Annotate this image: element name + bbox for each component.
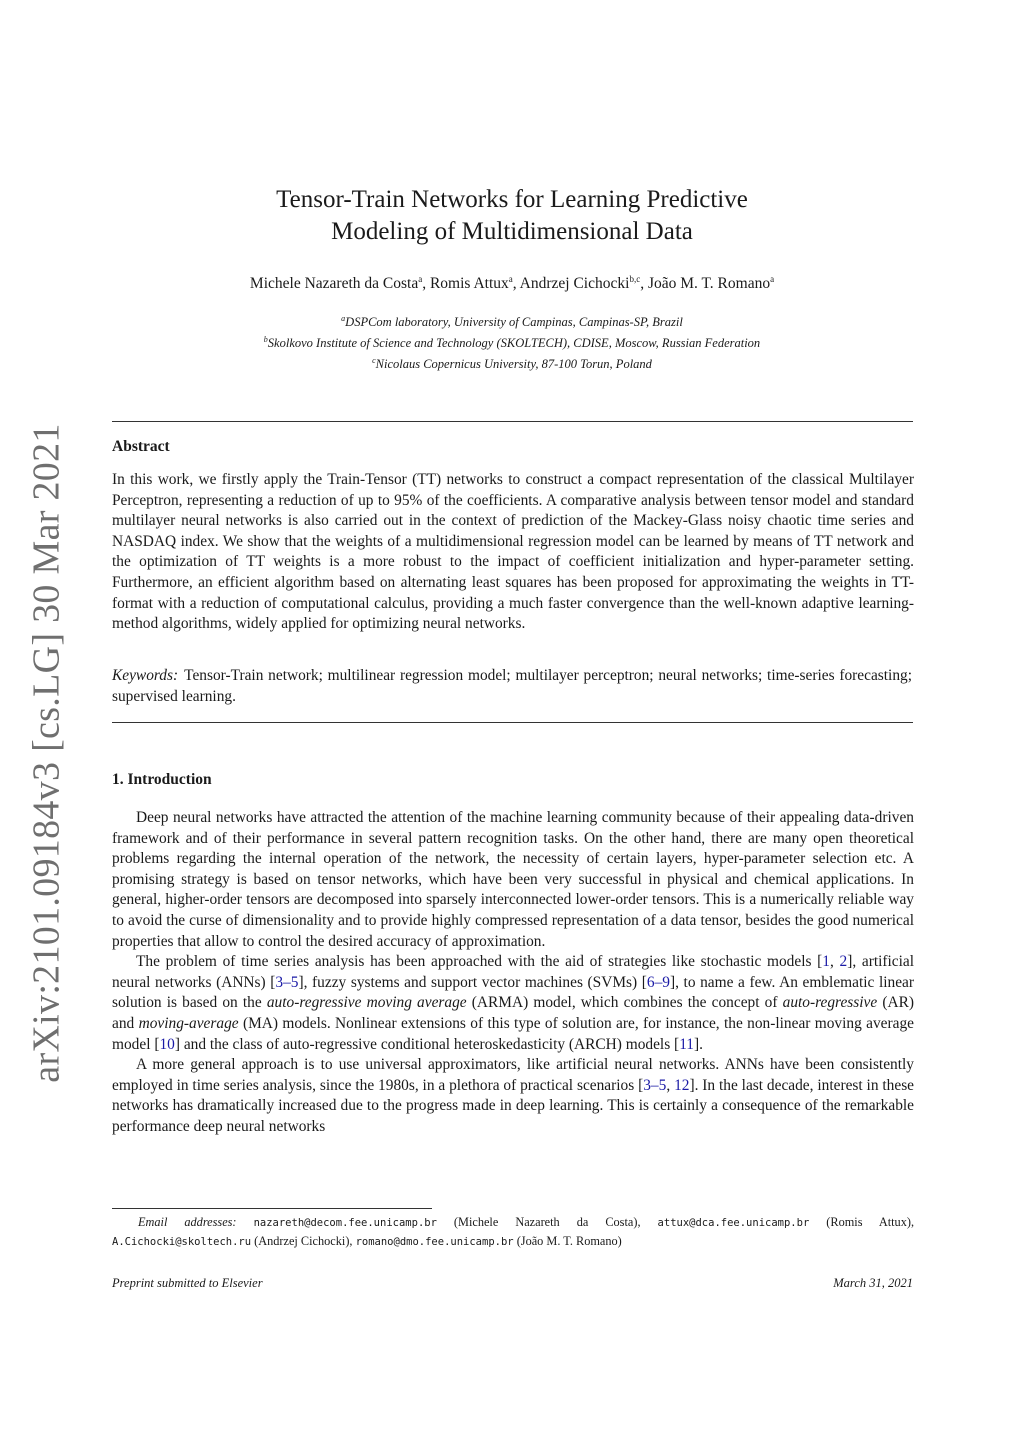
author-affil-mark: a (508, 274, 513, 284)
keywords (112, 666, 912, 707)
citation-link[interactable]: 12 (674, 1076, 690, 1094)
author-name: João M. T. Romano (647, 275, 771, 293)
affiliation-text: Skolkovo Institute of Science and Technology (SKOLTECH), CDISE, Moscow, Russian Federation (267, 336, 761, 351)
title-line-2: Modeling of Multidimensional Data (331, 218, 693, 245)
affiliation-mark: b (263, 335, 268, 345)
affiliations (112, 310, 912, 373)
author-list: Michele Nazareth da Costa$^a$, Romis Attux$^a$, Andrzej Cichocki$^{b,c}$, João M. T. Romano$^a$ (249, 274, 775, 293)
citation-link[interactable]: 11 (679, 1035, 695, 1053)
author-name: Andrzej Cichocki (519, 275, 630, 293)
paragraph: The problem of time series analysis has been approached with the aid of strategies like stochastic models [1, 2], artificial neural networks (ANNs) [3–5], fuzzy systems and support vector machines (SVMs) [6–9], to name a few. An emblematic linear solution is based on the auto-regressive moving average (ARMA) model, which combines the concept of auto-regressive (AR) and moving-average (MA) models. Nonlinear extensions of this type of solution are, for instance, the non-linear moving average model [10] and the class of auto-regressive conditional heteroskedasticity (ARCH) models [11]. (112, 953, 915, 1053)
abstract-bottom-rule (112, 722, 913, 723)
citation-link[interactable]: 6–9 (646, 973, 670, 991)
paragraph: A more general approach is to use universal approximators, like artificial neural networks. ANNs have been consistently employed in time series analysis, since the 1980s, in a plethora of practical scenarios [3–5, 12]. In the last decade, interest in these networks has dramatically increased due to the progress made in deep learning. This is certainly a consequence of the remarkable performance deep neural networks (112, 1056, 915, 1135)
email-address[interactable]: A.Cichocki@skoltech.ru (112, 1236, 252, 1248)
citation-link[interactable]: 10 (159, 1035, 175, 1053)
email-address[interactable]: romano@dmo.fee.unicamp.br (355, 1236, 514, 1248)
keywords-text: Tensor-Train network; multilinear regression model; multilayer perceptron; neural networks; time-series forecasting; supervised learning. (112, 667, 912, 705)
citation-link[interactable]: 1 (822, 953, 830, 971)
author-name: Michele Nazareth da Costa (249, 275, 419, 293)
author-name: Romis Attux (429, 275, 509, 293)
affiliation (112, 331, 912, 352)
paragraph: Deep neural networks have attracted the attention of the machine learning community because of their appealing data-driven framework and of their performance in several pattern recognition tasks. On the other hand, there are many open theoretical problems regarding the internal operation of the network, the necessity of certain layers, hyper-parameter selection etc. A promising strategy is based on tensor networks, which have been very successful in physical and chemical applications. In general, higher-order tensors are decomposed into sparsely interconnected lower-order tensors. This is a numerically reliable way to avoid the curse of dimensionality and to provide highly compressed representation of a data tensor, besides the good numerical properties that allow to control the desired accuracy of approximation. (112, 809, 914, 950)
paper-title (112, 184, 912, 248)
section-heading-introduction: 1. Introduction (112, 771, 212, 788)
title-line-1: Tensor-Train Networks for Learning Predictive (276, 186, 748, 213)
affiliation-text: DSPCom laboratory, University of Campinas, Campinas-SP, Brazil (345, 315, 683, 330)
email-address[interactable]: nazareth@decom.fee.unicamp.br (253, 1217, 437, 1229)
preprint-date: March 31, 2021 (833, 1276, 913, 1290)
footnote-label: Email addresses: (138, 1215, 237, 1229)
email-footnote: Email addresses: nazareth@decom.fee.unicamp.br (Michele Nazareth da Costa), attux@dca.fee.unicamp.br (Romis Attux), A.Cichocki@skoltech.ru (Andrzej Cichocki), romano@dmo.fee.unicamp.br (João M. T. Romano) (112, 1215, 915, 1248)
introduction-body (112, 808, 914, 1138)
email-address[interactable]: attux@dca.fee.unicamp.br (657, 1217, 810, 1229)
arxiv-identifier[interactable]: arXiv:2101.09184v3 [cs.LG] 30 Mar 2021 (26, 423, 68, 1083)
affiliation (112, 352, 912, 373)
arxiv-sidebar (10, 423, 84, 1083)
footnote-rule (112, 1208, 432, 1209)
abstract-heading: Abstract (112, 438, 170, 455)
citation-link[interactable]: 2 (839, 953, 848, 971)
citation-link[interactable]: 3–5 (275, 973, 299, 991)
affiliation-mark: a (341, 314, 346, 323)
abstract-text: In this work, we firstly apply the Train-Tensor (TT) networks to construct a compact representation of the classical Multilayer Perceptron, representing a reduction of up to 95% of the coefficients. A comparative analysis between tensor model and standard multilayer neural networks is also carried out in the context of prediction of the Mackey-Glass noisy chaotic time series and NASDAQ index. We show that the weights of a multidimensional regression model can be learned by means of TT network and the optimization of TT weights is a more robust to the impact of coefficient initialization and hyper-parameter setting. Furthermore, an efficient algorithm based on alternating least squares has been proposed for approximating the weights in TT-format with a reduction of computational calculus, providing a much faster convergence than the well-known adaptive learning-method algorithms, widely applied for optimizing neural networks. (112, 471, 914, 633)
citation-link[interactable]: 3–5 (643, 1076, 667, 1094)
author-affil-mark: a (770, 274, 775, 284)
abstract-top-rule (112, 421, 913, 422)
preprint-note: Preprint submitted to Elsevier (112, 1276, 263, 1290)
author-affil-mark: a (418, 274, 423, 284)
author-affil-mark: b,c (629, 274, 641, 284)
affiliation (112, 310, 912, 331)
keywords-label: Keywords: (112, 667, 179, 684)
affiliation-mark: c (372, 356, 376, 366)
affiliation-text: Nicolaus Copernicus University, 87-100 Torun, Poland (375, 357, 652, 372)
